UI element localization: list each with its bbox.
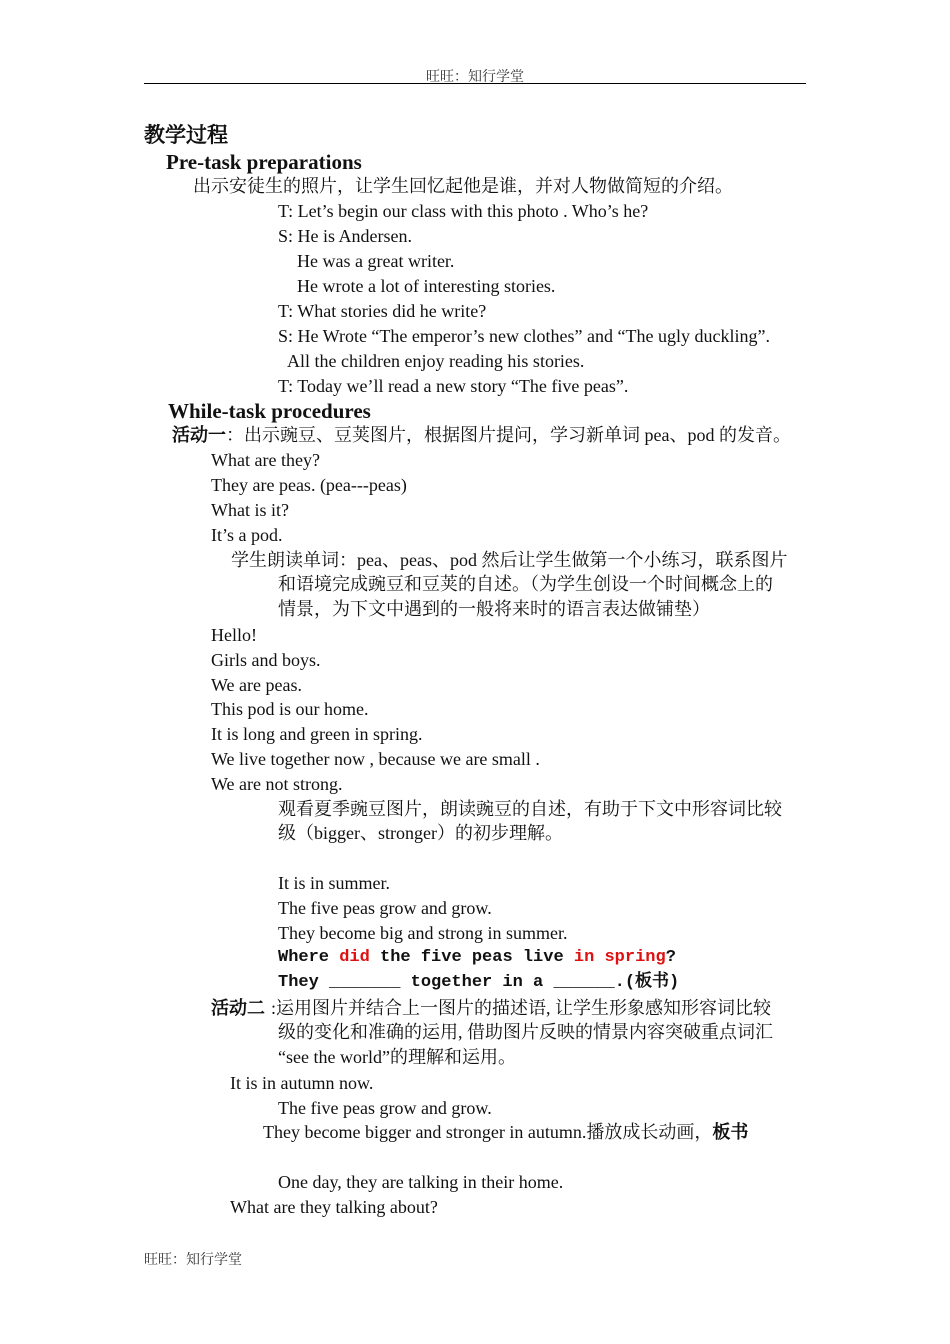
activity2-label: 活动二: [211, 998, 265, 1018]
grow-line: The five peas grow and grow.: [278, 1098, 492, 1118]
selfintro-line: We are peas.: [211, 675, 302, 695]
activity2-desc: :运用图片并结合上一图片的描述语, 让学生形象感知形容词比较: [271, 998, 771, 1018]
selfintro-line: We live together now , because we are small .: [211, 749, 540, 769]
summer-line: The five peas grow and grow.: [278, 898, 492, 918]
note-line: 情景，为下文中遇到的一般将来时的语言表达做铺垫）: [278, 599, 710, 619]
question-part: the five peas live: [369, 948, 574, 967]
dialogue-line: T: Let’s begin our class with this photo . Who’s he?: [278, 201, 649, 221]
activity2-desc: 级的变化和准确的运用, 借助图片反映的情景内容突破重点词汇: [278, 1022, 773, 1042]
qa-line: It’s a pod.: [211, 525, 283, 545]
question-highlight: did: [339, 948, 370, 967]
header-rule: [144, 83, 806, 84]
qa-line: What are they?: [211, 450, 320, 470]
selfintro-line: We are not strong.: [211, 774, 343, 794]
dialogue-line: He was a great writer.: [297, 251, 455, 271]
summer-line: They become big and strong in summer.: [278, 923, 568, 943]
pretask-heading: Pre-task preparations: [166, 150, 362, 174]
pretask-intro: 出示安徒生的照片，让学生回忆起他是谁，并对人物做简短的介绍。: [193, 176, 733, 196]
activity1-line: [172, 424, 791, 446]
spring-question: [278, 947, 676, 969]
dialogue-line: All the children enjoy reading his stories.: [287, 351, 585, 371]
question-highlight: in spring: [573, 948, 666, 967]
qa-line: They are peas. (pea---peas): [211, 475, 407, 495]
summer-line: It is in summer.: [278, 873, 390, 893]
talking-line: What are they talking about?: [230, 1197, 438, 1217]
dialogue-line: T: What stories did he write?: [278, 301, 487, 321]
bigger-line: [263, 1121, 748, 1143]
fill-blank-line: They _______ together in a ______.(板书): [278, 973, 680, 992]
question-part: Where: [278, 948, 340, 967]
activity1-desc: ：出示豌豆、豆荚图片，根据图片提问，学习新单词 pea、pod 的发音。: [226, 425, 791, 445]
note-line: 和语境完成豌豆和豆荚的自述。（为学生创设一个时间概念上的: [278, 574, 773, 594]
dialogue-line: S: He Wrote “The emperor’s new clothes” and “The ugly duckling”.: [278, 326, 770, 346]
summer-note-line: 观看夏季豌豆图片，朗读豌豆的自述，有助于下文中形容词比较: [278, 799, 782, 819]
dialogue-line: He wrote a lot of interesting stories.: [297, 276, 556, 296]
selfintro-line: It is long and green in spring.: [211, 724, 423, 744]
summer-note-line: 级（bigger、stronger）的初步理解。: [278, 823, 563, 843]
qa-line: What is it?: [211, 500, 289, 520]
bigger-bold: 板书: [712, 1122, 749, 1142]
dialogue-line: T: Today we’ll read a new story “The five peas”.: [278, 376, 629, 396]
section-title: 教学过程: [144, 123, 228, 147]
bigger-text: They become bigger and stronger in autumn.播放成长动画，: [263, 1122, 713, 1142]
dialogue-line: S: He is Andersen.: [278, 226, 412, 246]
oneday-line: One day, they are talking in their home.: [278, 1172, 564, 1192]
selfintro-line: Hello!: [211, 625, 257, 645]
activity1-label: 活动一: [172, 425, 226, 445]
whiletask-heading: While-task procedures: [168, 399, 371, 423]
note-line: 学生朗读单词：pea、peas、pod 然后让学生做第一个小练习，联系图片: [231, 550, 788, 570]
selfintro-line: This pod is our home.: [211, 699, 369, 719]
selfintro-line: Girls and boys.: [211, 650, 321, 670]
question-part: ?: [665, 948, 676, 967]
page-header: 旺旺：知行学堂: [426, 70, 524, 85]
autumn-line: It is in autumn now.: [230, 1073, 374, 1093]
page-footer: 旺旺：知行学堂: [144, 1253, 242, 1268]
activity2-desc: “see the world”的理解和运用。: [278, 1047, 516, 1067]
